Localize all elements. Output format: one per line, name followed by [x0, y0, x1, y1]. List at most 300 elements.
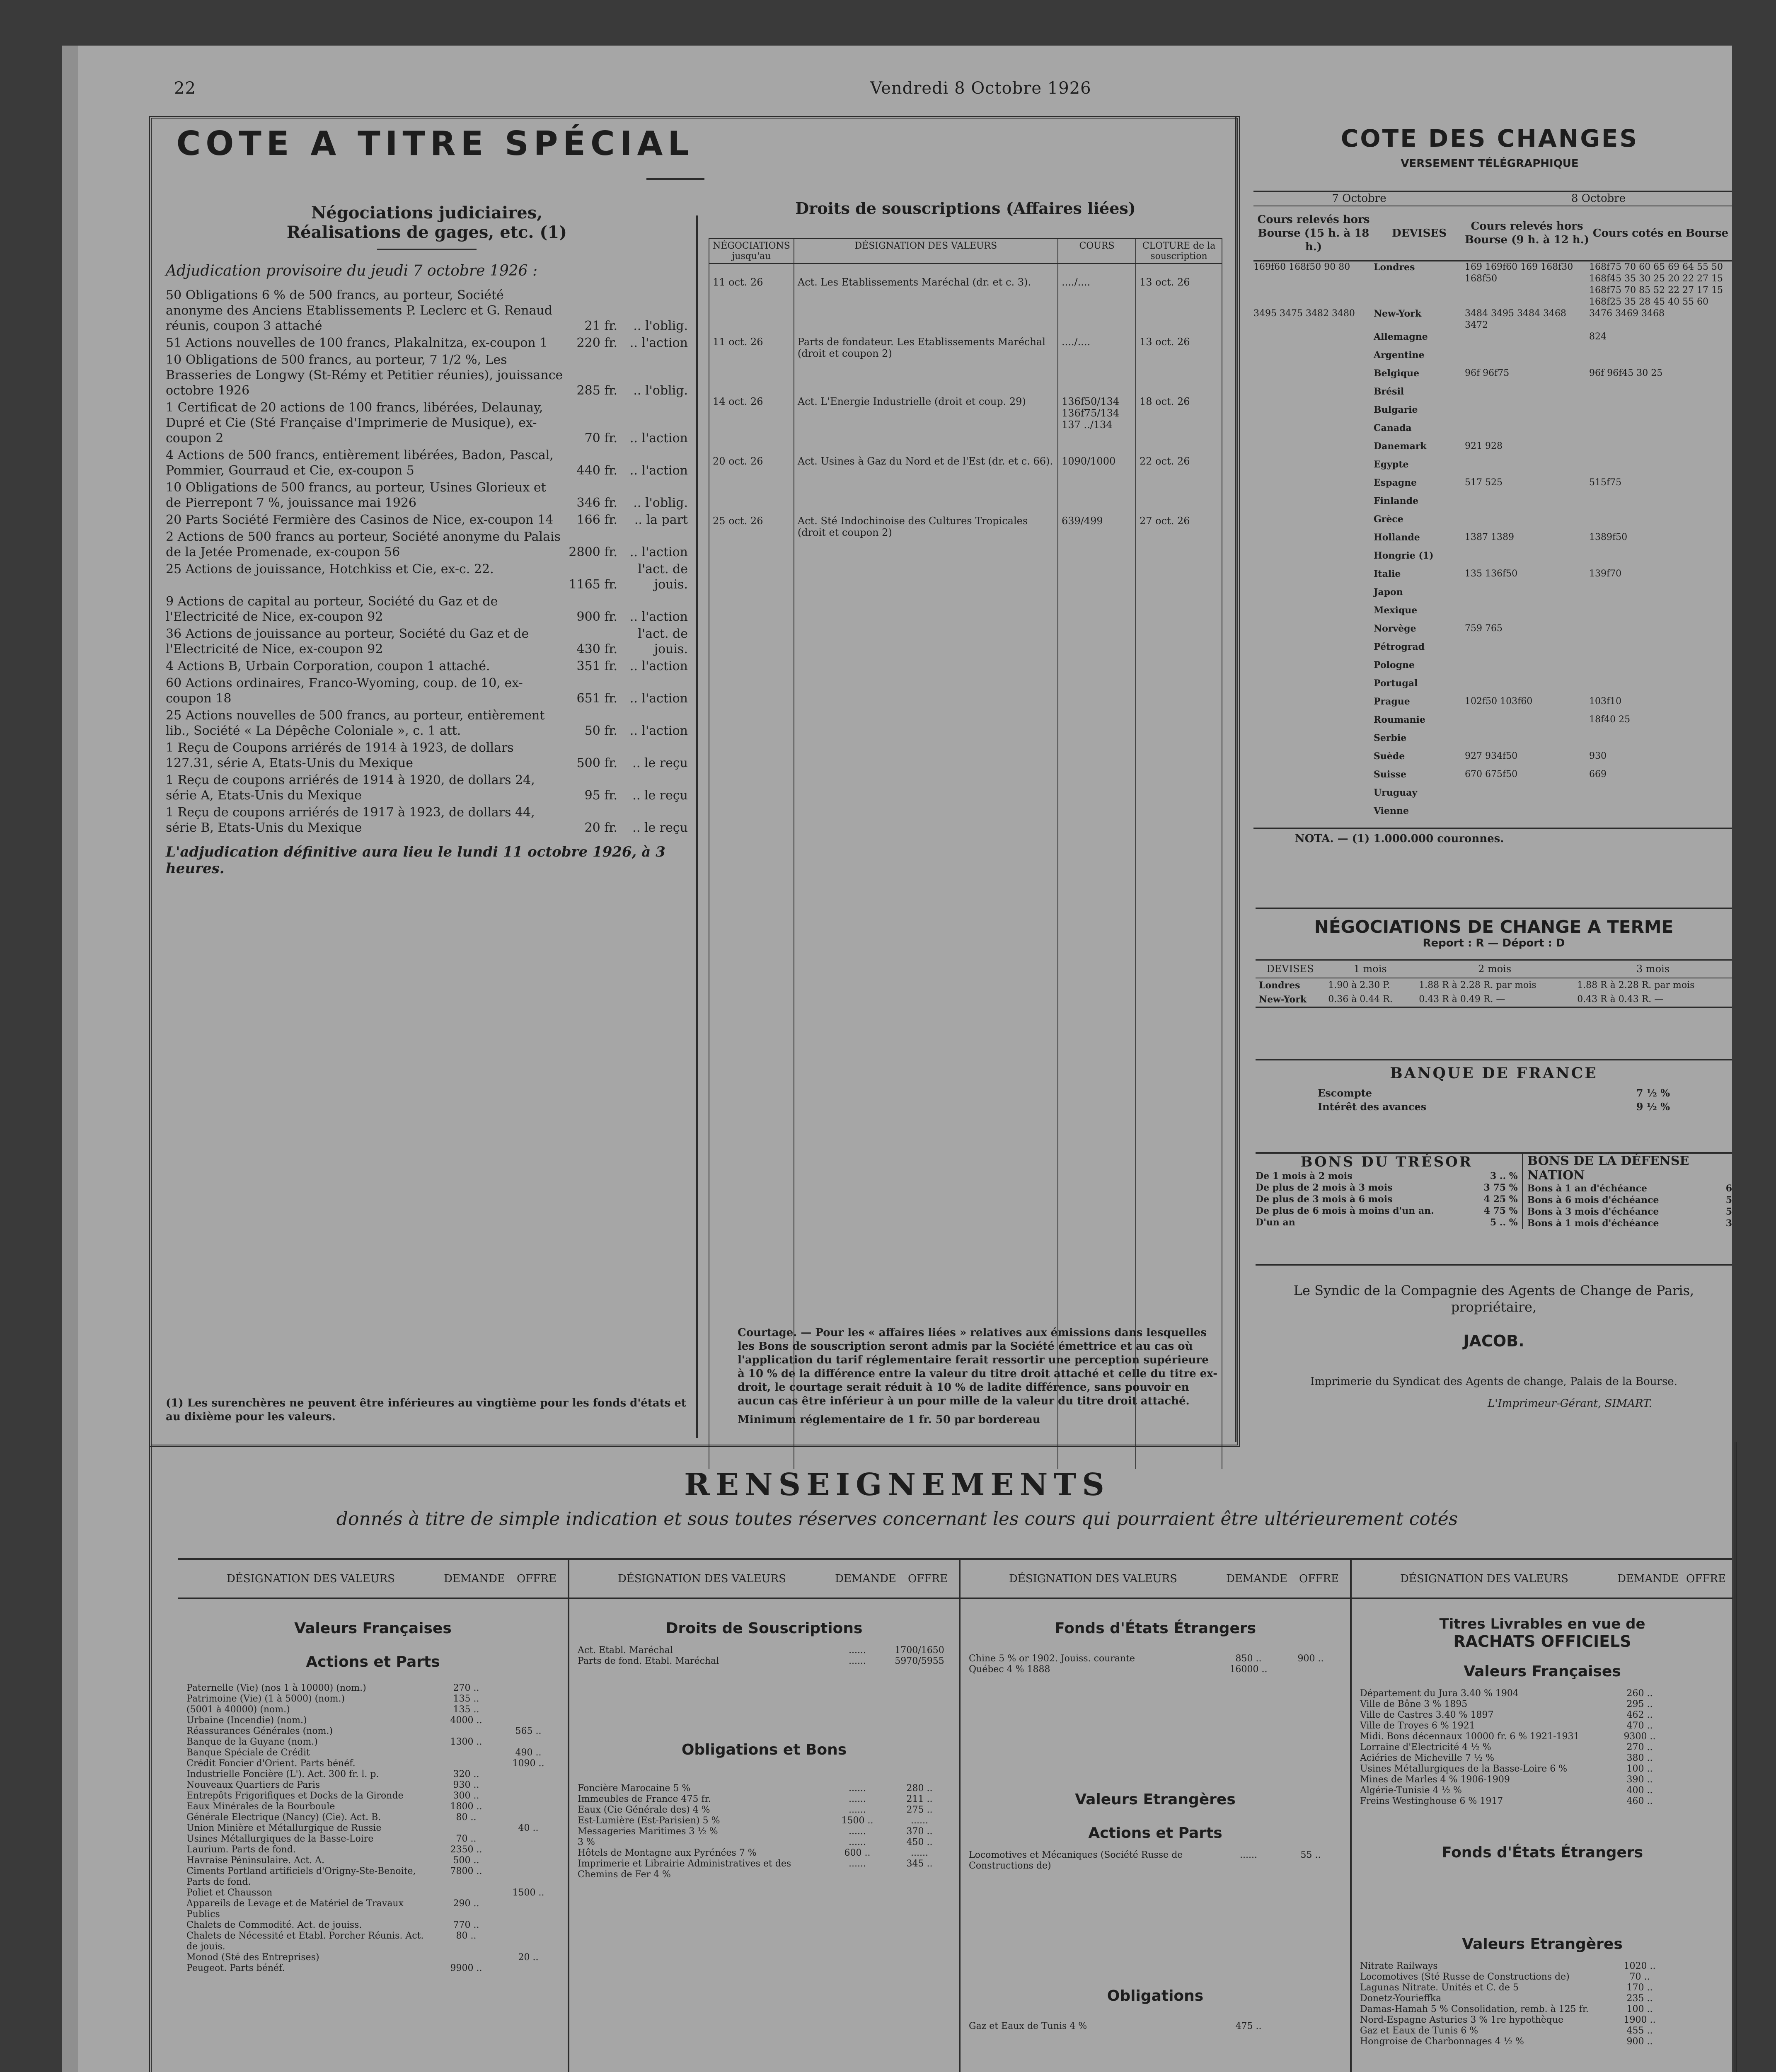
- rens-demande: 9300 ..: [1624, 1731, 1656, 1742]
- rens-offre: [497, 1844, 559, 1855]
- rens-col2-section1: Droits de Souscriptions: [665, 1620, 863, 1637]
- rens-demande: [435, 1726, 497, 1737]
- rens-row: [569, 1783, 959, 1794]
- changes-devise: Egypte: [1374, 459, 1409, 470]
- rens-name: Ville de Troyes 6 % 1921: [1360, 1721, 1475, 1731]
- rens-name: Locomotives et Mécaniques (Société Russe de Constructions de): [969, 1850, 1183, 1871]
- rens-demande: 290 ..: [453, 1898, 479, 1909]
- adjudication-text: 51 Actions nouvelles de 100 francs, Plakalnitza, ex-coupon 1: [166, 336, 548, 350]
- adjudication-item: [166, 594, 688, 625]
- droits-date: 11 oct. 26: [709, 264, 794, 324]
- rens-h-demande: DEMANDE: [1617, 1572, 1679, 1585]
- droits-date: 20 oct. 26: [709, 443, 794, 503]
- rens-offre: [497, 1683, 559, 1694]
- changes-row: [1253, 805, 1732, 823]
- banque-value: 9 ½ %: [1636, 1101, 1670, 1113]
- rens-demande: 1800 ..: [450, 1801, 482, 1812]
- rens-row: [569, 1826, 959, 1837]
- adjudication-unit: .. la part: [634, 513, 688, 527]
- rens-offre: [497, 1866, 559, 1888]
- changes-row: [1253, 495, 1732, 513]
- rens-demande: 460 ..: [1626, 1796, 1653, 1806]
- tresor-value: 4 25 %: [1483, 1194, 1518, 1205]
- rens-demande: [435, 1952, 497, 1963]
- rens-row: [178, 1737, 568, 1748]
- rens-name: Gaz et Eaux de Tunis 6 %: [1360, 2026, 1478, 2036]
- droits-row: [709, 324, 1222, 383]
- rens-demande: 9900 ..: [450, 1963, 482, 1973]
- changes-row: [1253, 404, 1732, 422]
- rens-offre: [497, 1812, 559, 1823]
- rens-h-designation: DÉSIGNATION DES VALEURS: [1400, 1572, 1568, 1585]
- rens-name: Donetz-Yourieffka: [1360, 1993, 1442, 2004]
- changes-devise: Hongrie (1): [1374, 550, 1434, 561]
- adjudication-price: 900 fr.: [576, 610, 617, 624]
- adjudication-price: 95 fr.: [584, 788, 617, 803]
- rens-row: [1352, 1961, 1733, 1972]
- changes-row: [1253, 386, 1732, 404]
- terme-devise: New-York: [1259, 994, 1307, 1005]
- rens-name: Locomotives (Sté Russe de Constructions de): [1360, 1972, 1570, 1982]
- droits-name: Act. Usines à Gaz du Nord et de l'Est (dr. et c. 66).: [794, 443, 1058, 503]
- defense-label: Bons à 6 mois d'échéance: [1527, 1195, 1659, 1205]
- rens-col2-section2: Obligations et Bons: [681, 1741, 847, 1758]
- terme-1m: 1.90 à 2.30 P.: [1328, 980, 1390, 990]
- rens-name: Hôtels de Montagne aux Pyrénées 7 %: [578, 1848, 757, 1858]
- droits-header-cloture: CLOTURE de la souscription: [1136, 239, 1222, 264]
- rens-name: Lagunas Nitrate. Unités et C. de 5: [1360, 1982, 1519, 1993]
- changes-table-wrap: [1253, 191, 1732, 849]
- tresor-row: [1256, 1170, 1518, 1182]
- rens-demande: ......: [849, 1783, 866, 1794]
- changes-devise: Norvège: [1374, 623, 1416, 634]
- rens-row: [1352, 2026, 1733, 2036]
- rens-col4-rows1: [1352, 1688, 1733, 1807]
- tresor-row: [1256, 1217, 1518, 1228]
- changes-right-value: 96f 96f45 30 25: [1589, 368, 1663, 378]
- changes-right-value: 824: [1589, 332, 1607, 342]
- rens-demande: 270 ..: [1626, 1742, 1653, 1752]
- rens-row: [178, 1963, 568, 1974]
- rens-demande: 1900 ..: [1624, 2015, 1656, 2025]
- changes-devise: Finlande: [1374, 496, 1418, 506]
- adjudication-unit: .. l'oblig.: [633, 383, 688, 398]
- rens-offre: [1671, 2036, 1733, 2047]
- rens-col1-subsection: Actions et Parts: [306, 1653, 440, 1670]
- terme-h-1: 1 mois: [1353, 963, 1387, 975]
- adjudication-item: [166, 626, 688, 657]
- rens-row: [178, 1726, 568, 1737]
- syndic-name: JACOB.: [1463, 1332, 1524, 1350]
- terme-row: [1256, 992, 1732, 1007]
- rens-col-1: [178, 1560, 569, 2072]
- rens-name: Midi. Bons décennaux 10000 fr. 6 % 1921-1931: [1360, 1731, 1580, 1742]
- rens-name: Urbaine (Incendie) (nom.): [186, 1715, 307, 1726]
- bons-tresor-title: BONS DU TRÉSOR: [1300, 1154, 1473, 1170]
- rens-offre: 1090 ..: [512, 1758, 544, 1769]
- changes-right-value: 3476 3469 3468: [1589, 308, 1665, 319]
- rens-h-demande: DEMANDE: [1226, 1572, 1287, 1585]
- rens-col3-subsection2: Actions et Parts: [1088, 1825, 1222, 1842]
- rens-offre: [497, 1704, 559, 1715]
- rens-offre: [1671, 1796, 1733, 1807]
- changes-devise: Danemark: [1374, 441, 1427, 452]
- rens-row: [1352, 1731, 1733, 1742]
- defense-row: [1527, 1206, 1732, 1218]
- droits-header-cours: COURS: [1058, 239, 1136, 264]
- changes-nota: NOTA. — (1) 1.000.000 couronnes.: [1253, 828, 1732, 849]
- rens-row: [178, 1920, 568, 1931]
- changes-devise: Brésil: [1374, 386, 1404, 397]
- changes-row: [1253, 605, 1732, 623]
- rens-offre: [1671, 1785, 1733, 1796]
- changes-row: [1253, 769, 1732, 787]
- adjudication-price: 21 fr.: [584, 319, 617, 333]
- renseignements-subtitle: donnés à titre de simple indication et sous toutes réserves concernant les cours qui pourraient être ultérieurement cotés: [336, 1508, 1458, 1530]
- changes-mid-value: 1387 1389: [1465, 532, 1514, 542]
- droits-header-date: NÉGOCIATIONS jusqu'au: [709, 239, 794, 264]
- rens-offre: 20 ..: [518, 1952, 539, 1963]
- tresor-label: D'un an: [1256, 1217, 1295, 1228]
- rens-row: [1352, 1699, 1733, 1710]
- rens-row: [178, 1801, 568, 1812]
- rens-row: [1352, 1972, 1733, 1982]
- droits-cloture: 13 oct. 26: [1136, 324, 1222, 383]
- bons-section: [1256, 1152, 1732, 1229]
- changes-right-value: 669: [1589, 769, 1607, 779]
- rens-name: Québec 4 % 1888: [969, 1664, 1050, 1675]
- changes-devise: Londres: [1374, 262, 1415, 273]
- rens-name: Ville de Bône 3 % 1895: [1360, 1699, 1468, 1709]
- rens-offre: [497, 1920, 559, 1931]
- rens-demande: 462 ..: [1626, 1710, 1653, 1720]
- banque-value: 7 ½ %: [1636, 1087, 1670, 1099]
- droits-table: [709, 238, 1222, 1469]
- rens-offre: 345 ..: [906, 1859, 933, 1869]
- changes-devise: Allemagne: [1374, 332, 1428, 342]
- changes-title: COTE DES CHANGES: [1340, 124, 1639, 152]
- changes-row: [1253, 641, 1732, 659]
- rens-demande: 380 ..: [1626, 1753, 1653, 1763]
- rens-name: Imprimerie et Librairie Administratives et des Chemins de Fer 4 %: [578, 1859, 791, 1880]
- rens-demande: 900 ..: [1626, 2036, 1653, 2047]
- adjudication-item: [166, 288, 688, 334]
- rens-offre: [497, 1715, 559, 1726]
- changes-row: [1253, 477, 1732, 495]
- rens-name: Entrepôts Frigorifiques et Docks de la Gironde: [186, 1791, 404, 1801]
- rens-row: [178, 1769, 568, 1780]
- rens-demande: 295 ..: [1626, 1699, 1653, 1709]
- adjudication-unit: .. le reçu: [632, 788, 688, 803]
- rens-name: Parts de fond. Etabl. Maréchal: [578, 1656, 719, 1666]
- rens-row: [1352, 1993, 1733, 2004]
- rens-name: Damas-Hamah 5 % Consolidation, remb. à 125 fr.: [1360, 2004, 1589, 2014]
- changes-devise: Uruguay: [1374, 787, 1418, 798]
- rens-offre: [1671, 1721, 1733, 1731]
- tresor-row: [1256, 1193, 1518, 1205]
- rens-col1-section: Valeurs Françaises: [294, 1620, 452, 1637]
- rens-demande: 1020 ..: [1624, 1961, 1656, 1971]
- changes-row: [1253, 623, 1732, 641]
- changes-devise: Suède: [1374, 751, 1405, 762]
- changes-row: [1253, 368, 1732, 386]
- adjudication-text: 1 Reçu de coupons arriérés de 1914 à 1920, de dollars 24, série A, Etats-Unis du Mexique: [166, 773, 535, 803]
- rens-demande: 320 ..: [453, 1769, 479, 1779]
- adjudication-text: 20 Parts Société Fermière des Casinos de Nice, ex-coupon 14: [166, 513, 554, 527]
- changes-right-value: 515f75: [1589, 477, 1622, 488]
- rens-row: [569, 1848, 959, 1859]
- defense-label: Bons à 1 mois d'échéance: [1527, 1218, 1659, 1229]
- rens-name: Chalets de Nécessité et Etabl. Porcher Réunis. Act. de jouis.: [186, 1931, 424, 1952]
- rens-name: Immeubles de France 475 fr.: [578, 1794, 711, 1804]
- rens-col-2: [569, 1560, 961, 2072]
- rens-name: Crédit Foncier d'Orient. Parts bénéf.: [186, 1758, 356, 1769]
- rens-row: [178, 1780, 568, 1791]
- rens-row: [961, 1664, 1350, 1675]
- adjudication-unit: .. l'oblig.: [633, 496, 688, 510]
- courtage-minimum: Minimum réglementaire de 1 fr. 50 par bordereau: [738, 1414, 1040, 1426]
- changes-devise: Argentine: [1374, 350, 1425, 361]
- rens-demande: 260 ..: [1626, 1688, 1653, 1699]
- terme-title: NÉGOCIATIONS DE CHANGE A TERME: [1314, 917, 1674, 937]
- rens-name: Foncière Marocaine 5 %: [578, 1783, 691, 1794]
- rens-offre: [1671, 1731, 1733, 1742]
- tresor-value: 3 75 %: [1483, 1182, 1518, 1193]
- adjudication-item: [166, 740, 688, 771]
- changes-mid-value: 169 169f60 169 168f30 168f50: [1465, 262, 1573, 284]
- adjudication-price: 440 fr.: [576, 463, 617, 478]
- adjudication-item: [166, 352, 688, 398]
- banque-title: BANQUE DE FRANCE: [1390, 1065, 1598, 1082]
- rens-demande: 135 ..: [453, 1704, 479, 1715]
- droits-cloture: 18 oct. 26: [1136, 383, 1222, 443]
- rens-offre: [1671, 1710, 1733, 1721]
- changes-row: [1253, 261, 1732, 308]
- cote-titre-title: COTE A TITRE SPÉCIAL: [176, 124, 694, 163]
- adjudication-unit: .. l'action: [629, 336, 688, 350]
- adjudication-text: 9 Actions de capital au porteur, Société du Gaz et de l'Electricité de Nice, ex-coupon 92: [166, 594, 498, 624]
- changes-row: [1253, 532, 1732, 550]
- terme-2m: 0.43 R à 0.49 R. —: [1419, 994, 1505, 1005]
- changes-right-value: 18f40 25: [1589, 714, 1631, 725]
- droits-cours: 136f50/134 136f75/134 137 ../134: [1058, 383, 1136, 443]
- rens-demande: 16000 ..: [1229, 1664, 1268, 1675]
- bons-defense-title: BONS DE LA DÉFENSE NATION: [1527, 1154, 1689, 1183]
- banque-rows: [1256, 1082, 1732, 1118]
- rens-row: [569, 1837, 959, 1848]
- adjudication-item: [166, 805, 688, 835]
- adjudication-price: 70 fr.: [584, 431, 617, 445]
- tresor-label: De plus de 6 mois à moins d'un an.: [1256, 1205, 1434, 1216]
- rens-row: [1352, 1796, 1733, 1807]
- tresor-row: [1256, 1205, 1518, 1217]
- droits-cours: 639/499: [1058, 503, 1136, 562]
- rens-name: Mines de Marles 4 % 1906-1909: [1360, 1774, 1510, 1785]
- adjudication-price: 285 fr.: [576, 383, 617, 398]
- rens-row: [1352, 1742, 1733, 1753]
- rens-name: Appareils de Levage et de Matériel de Travaux Publics: [186, 1898, 404, 1920]
- tresor-label: De 1 mois à 2 mois: [1256, 1171, 1353, 1181]
- tresor-row: [1256, 1182, 1518, 1193]
- rens-name: Algérie-Tunisie 4 ½ %: [1360, 1785, 1462, 1796]
- page-binding-edge: [62, 46, 78, 2072]
- adjudication-price: 1165 fr.: [569, 577, 617, 592]
- banque-section: [1256, 1059, 1732, 1118]
- rens-offre: 280 ..: [906, 1783, 933, 1794]
- changes-row: [1253, 349, 1732, 368]
- rens-h-offre: OFFRE: [908, 1572, 948, 1585]
- changes-row: [1253, 659, 1732, 678]
- rens-offre: 275 ..: [906, 1805, 933, 1815]
- rens-offre: [1671, 1753, 1733, 1764]
- rens-h-designation: DÉSIGNATION DES VALEURS: [227, 1572, 395, 1585]
- tresor-label: De plus de 2 mois à 3 mois: [1256, 1182, 1393, 1193]
- adjudication-definitive: L'adjudication définitive aura lieu le lundi 11 octobre 1926, à 3 heures.: [166, 844, 665, 877]
- defense-row: [1527, 1218, 1732, 1229]
- adjudication-price: 50 fr.: [584, 724, 617, 738]
- changes-devise: Grèce: [1374, 514, 1403, 525]
- rens-col4-rows3: [1352, 1961, 1733, 2047]
- adjudication-price: 651 fr.: [576, 691, 617, 706]
- rens-offre: [497, 1898, 559, 1920]
- changes-mid-value: 927 934f50: [1465, 751, 1518, 761]
- rens-offre: [1280, 2021, 1342, 2032]
- rens-name: (5001 à 40000) (nom.): [186, 1704, 290, 1715]
- rens-row: [1352, 1721, 1733, 1731]
- changes-row: [1253, 331, 1732, 349]
- tresor-value: 3 .. %: [1490, 1171, 1518, 1181]
- rens-row: [178, 1812, 568, 1823]
- droits-name: Act. Les Etablissements Maréchal (dr. et c. 3).: [794, 264, 1058, 324]
- bons-defense: [1523, 1154, 1732, 1229]
- adjudication-price: 346 fr.: [576, 496, 617, 510]
- rens-col-4: [1352, 1560, 1733, 2072]
- rens-offre: ......: [911, 1848, 928, 1858]
- rens-row: [1352, 2036, 1733, 2047]
- changes-right-value: 139f70: [1589, 569, 1622, 579]
- adjudication-price: 220 fr.: [576, 336, 617, 350]
- rens-demande: 455 ..: [1626, 2026, 1653, 2036]
- changes-mid-value: 96f 96f75: [1465, 368, 1510, 378]
- changes-col-devises: DEVISES: [1391, 227, 1447, 240]
- changes-devise: Roumanie: [1374, 714, 1425, 725]
- changes-left-value: 3495 3475 3482 3480: [1253, 308, 1355, 319]
- droits-name: Parts de fondateur. Les Etablissements Maréchal (droit et coupon 2): [794, 324, 1058, 383]
- changes-devise: Belgique: [1374, 368, 1420, 379]
- rens-offre: [497, 1834, 559, 1844]
- droits-date: 11 oct. 26: [709, 324, 794, 383]
- rens-row: [569, 1656, 959, 1667]
- defense-value: 5: [1725, 1206, 1732, 1217]
- rens-name: Hongroise de Charbonnages 4 ½ %: [1360, 2036, 1524, 2047]
- bons-defense-rows: [1527, 1183, 1732, 1229]
- rens-offre: 5970/5955: [895, 1656, 944, 1666]
- rens-demande: 600 ..: [844, 1848, 871, 1858]
- changes-mid-value: 102f50 103f60: [1465, 696, 1533, 707]
- rens-demande: ......: [1240, 1850, 1257, 1860]
- rens-row: [1352, 1785, 1733, 1796]
- rens-name: Laurium. Parts de fond.: [186, 1844, 296, 1855]
- defense-value: 3: [1725, 1218, 1732, 1229]
- rens-name: Est-Lumière (Est-Parisien) 5 %: [578, 1815, 720, 1826]
- rens-name: Aciéries de Micheville 7 ½ %: [1360, 1753, 1495, 1763]
- rens-demande: 70 ..: [456, 1834, 477, 1844]
- rens-col4-section-a2: RACHATS OFFICIELS: [1453, 1632, 1631, 1651]
- defense-row: [1527, 1183, 1732, 1194]
- changes-row: [1253, 441, 1732, 459]
- page-number: 22: [174, 79, 196, 98]
- gerant-line: L'Imprimeur-Gérant, SIMART.: [1488, 1397, 1652, 1410]
- rens-offre: [1671, 1688, 1733, 1699]
- rens-col3-section2: Valeurs Etrangères: [1075, 1791, 1236, 1808]
- rens-offre: 55 ..: [1300, 1850, 1321, 1860]
- rens-demande: 80 ..: [456, 1812, 477, 1823]
- banque-row: [1318, 1100, 1670, 1113]
- tresor-value: 4 75 %: [1483, 1205, 1518, 1216]
- changes-row: [1253, 732, 1732, 750]
- rens-name: Nord-Espagne Asturies 3 % 1re hypothèque: [1360, 2015, 1564, 2025]
- adjudication-text: 10 Obligations de 500 francs, au porteur, 7 1/2 %, Les Brasseries de Longwy (St-Rémy et Petitier réunies), jouissance octobre 1926: [166, 353, 563, 398]
- rens-name: Havraise Péninsulaire. Act. A.: [186, 1855, 324, 1866]
- syndic-line: Le Syndic de la Compagnie des Agents de Change de Paris, propriétaire,: [1293, 1283, 1694, 1315]
- rens-row: [178, 1823, 568, 1834]
- rens-row: [178, 1888, 568, 1898]
- rens-offre: [1671, 2026, 1733, 2036]
- adjudication-unit: .. l'action: [629, 724, 688, 738]
- rens-offre: [1671, 1764, 1733, 1774]
- rens-name: Usines Métallurgiques de la Basse-Loire: [186, 1834, 374, 1844]
- rens-demande: [435, 1888, 497, 1898]
- rens-demande: 270 ..: [453, 1683, 479, 1693]
- rens-offre: [1671, 1982, 1733, 1993]
- rens-demande: 7800 ..: [450, 1866, 482, 1876]
- rens-demande: ......: [849, 1826, 866, 1837]
- title-rule: [646, 178, 704, 180]
- rens-name: Banque de la Guyane (nom.): [186, 1737, 318, 1747]
- rens-row: [178, 1855, 568, 1866]
- rens-name: Usines Métallurgiques de la Basse-Loire 6 %: [1360, 1764, 1568, 1774]
- adjudication-text: 25 Actions nouvelles de 500 francs, au porteur, entièrement lib., Société « La Dépêche Coloniale », c. 1 att.: [166, 708, 545, 738]
- rens-offre: ......: [911, 1815, 928, 1826]
- rens-row: [961, 2021, 1350, 2032]
- rens-demande: ......: [849, 1794, 866, 1804]
- adjudication-text: 25 Actions de jouissance, Hotchkiss et Cie, ex-c. 22.: [166, 562, 494, 576]
- droits-date: 25 oct. 26: [709, 503, 794, 562]
- rens-offre: 370 ..: [906, 1826, 933, 1837]
- rens-name: Département du Jura 3.40 % 1904: [1360, 1688, 1519, 1699]
- changes-row: [1253, 513, 1732, 532]
- rens-col3-rows2: [961, 1850, 1350, 1871]
- changes-devise: Italie: [1374, 569, 1401, 579]
- droits-header-designation: DÉSIGNATION DES VALEURS: [794, 239, 1058, 264]
- rens-demande: 390 ..: [1626, 1774, 1653, 1785]
- adjudication-list: [166, 288, 688, 835]
- bons-tresor: [1256, 1154, 1523, 1229]
- rens-demande: ......: [849, 1837, 866, 1847]
- changes-devise: Pétrograd: [1374, 641, 1425, 652]
- adjudication-item: [166, 708, 688, 738]
- changes-col-mid: Cours relevés hors Bourse (9 h. à 12 h.): [1465, 220, 1589, 246]
- changes-devise: Hollande: [1374, 532, 1420, 543]
- rens-row: [569, 1645, 959, 1656]
- changes-mid-value: 759 765: [1465, 623, 1503, 634]
- rens-name: Gaz et Eaux de Tunis 4 %: [969, 2021, 1087, 2031]
- rens-name: Union Minière et Métallurgique de Russie: [186, 1823, 382, 1833]
- droits-cloture: 13 oct. 26: [1136, 264, 1222, 324]
- rens-name: Peugeot. Parts bénéf.: [186, 1963, 285, 1973]
- droits-row: [709, 443, 1222, 503]
- rens-row: [569, 1859, 959, 1880]
